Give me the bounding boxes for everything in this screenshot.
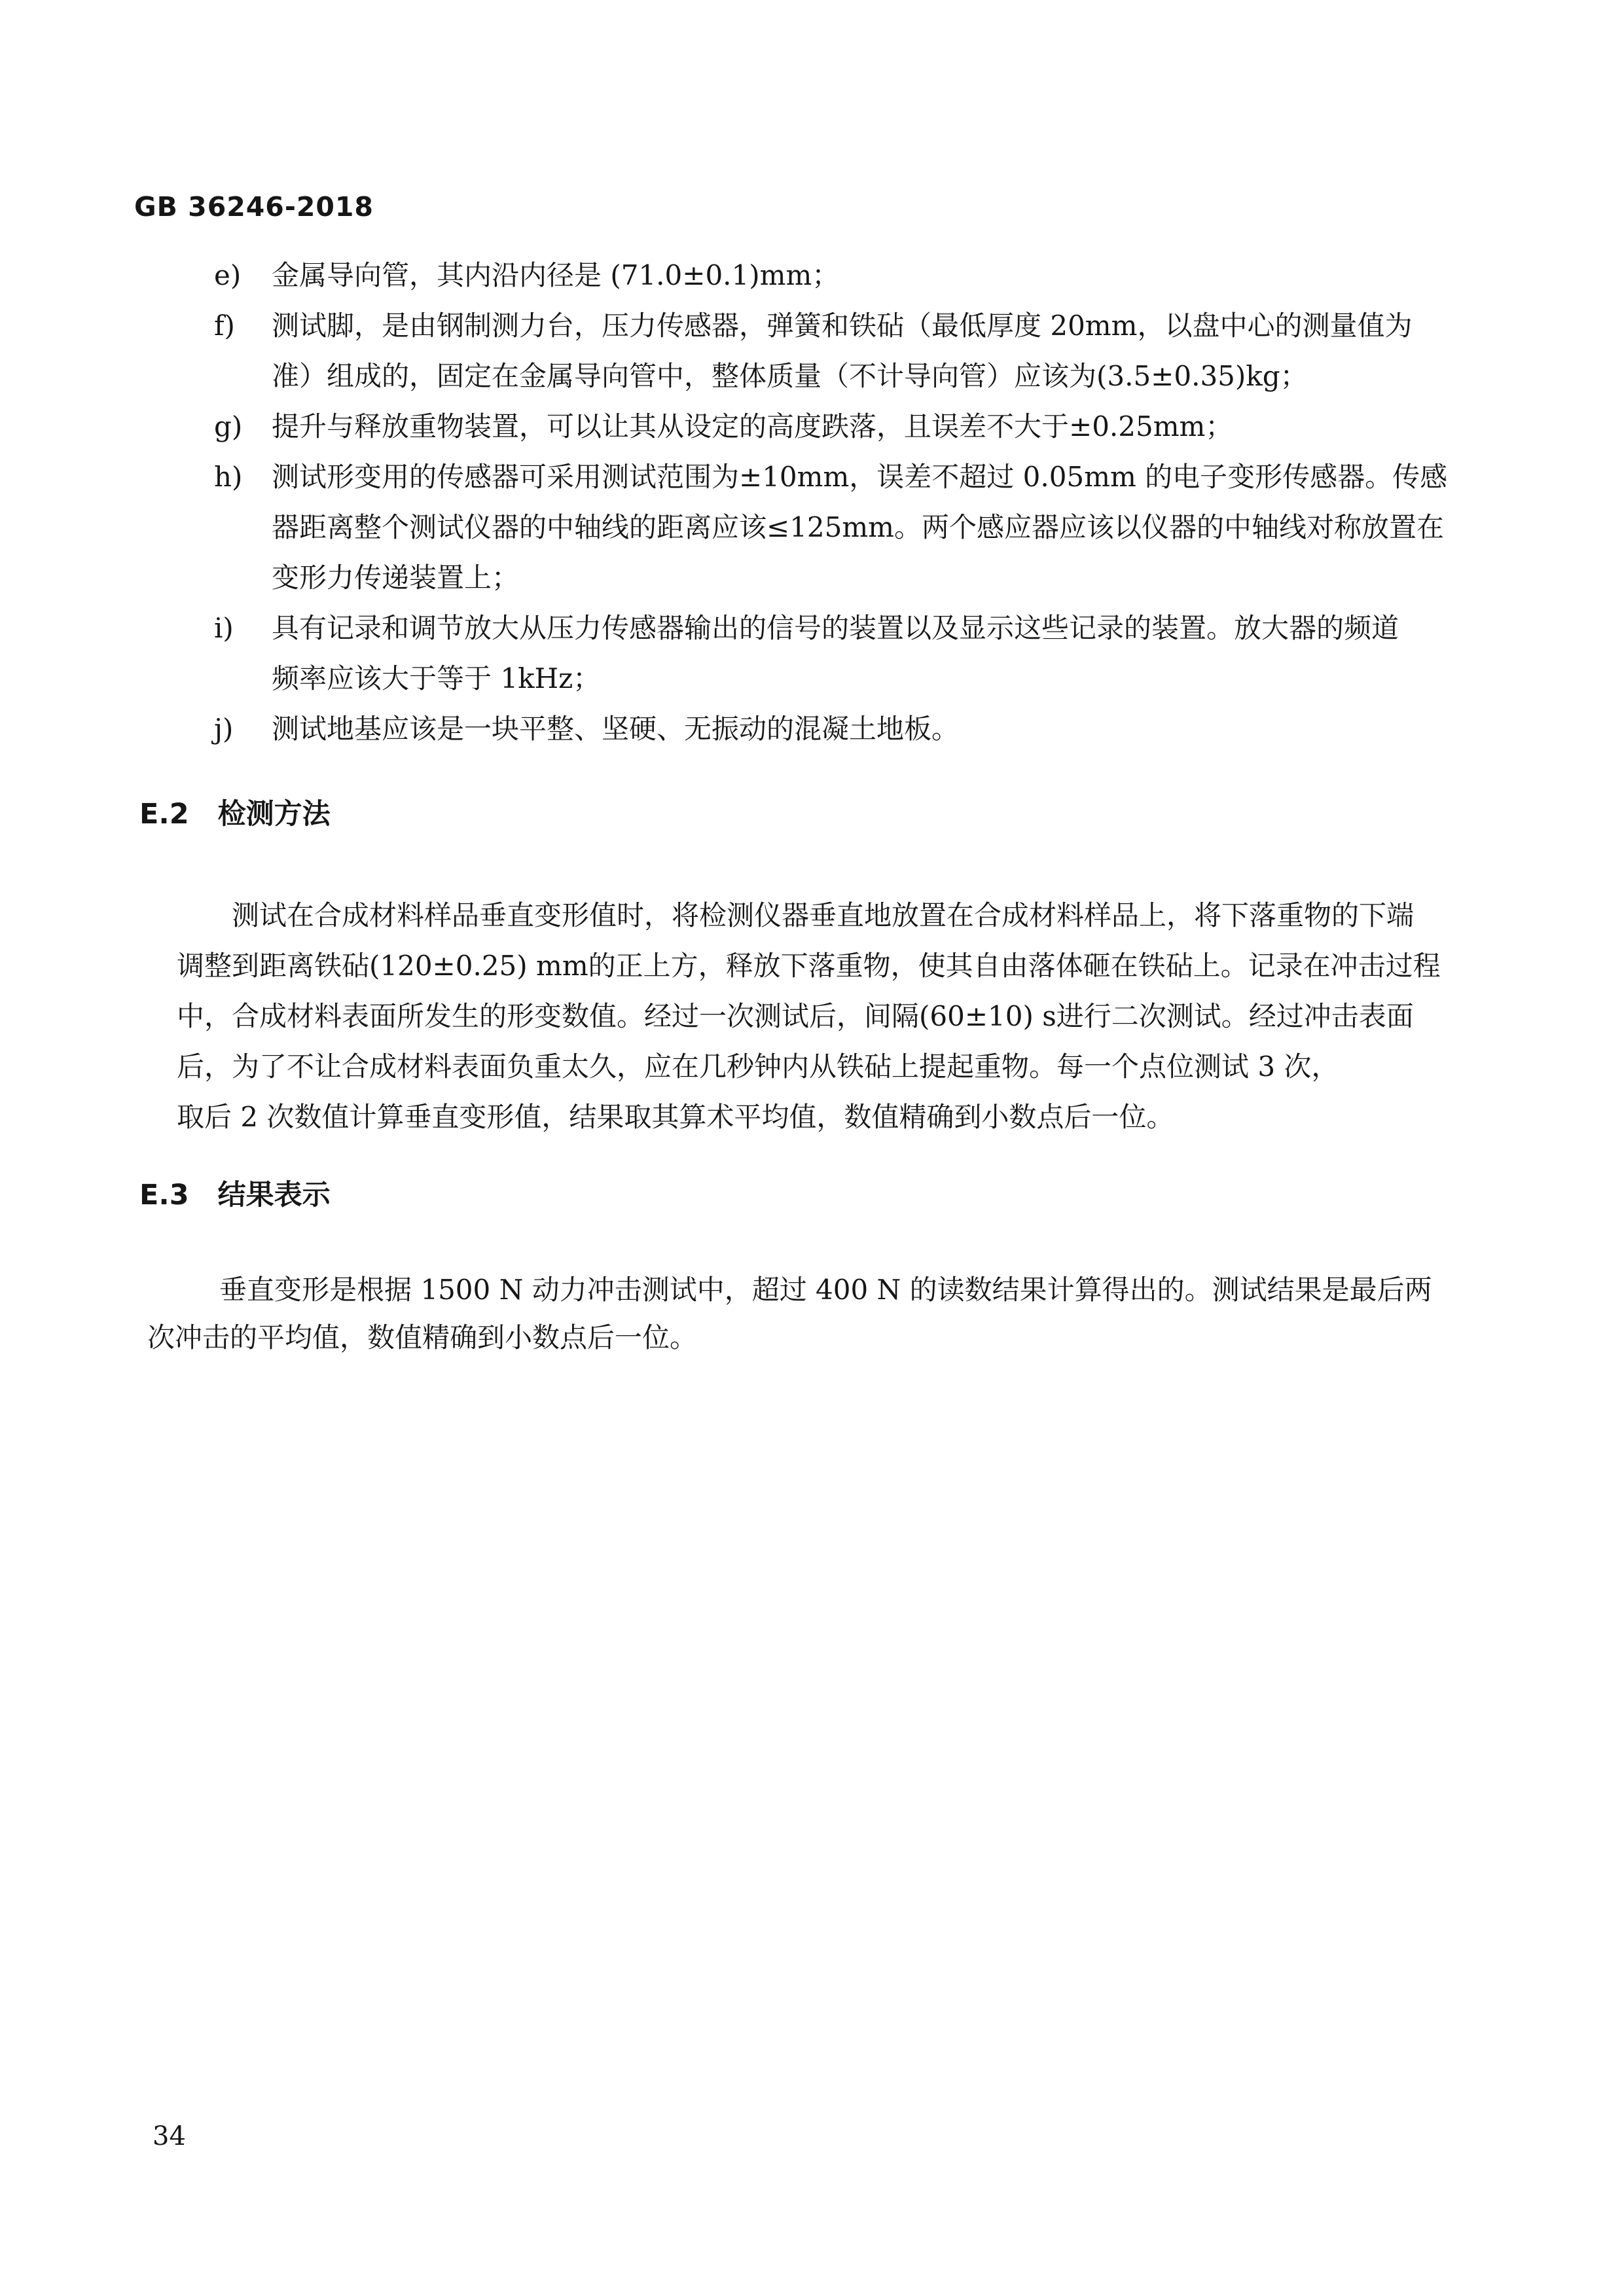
text-line: 准）组成的，固定在金属导向管中，整体质量（不计导向管）应该为(3.5±0.35)kg；: [272, 360, 1308, 392]
paragraph-line: 测试在合成材料样品垂直变形值时，将检测仪器垂直地放置在合成材料样品上，将下落重物的下端: [232, 899, 1415, 931]
list-item-g: [214, 401, 1523, 452]
text-line: 提升与释放重物装置，可以让其从设定的高度跌落，且误差不大于±0.25mm；: [272, 410, 1233, 442]
section-heading-e3: [139, 1181, 331, 1210]
list-item-i-text: [272, 603, 1523, 704]
list-item-e: [214, 250, 1523, 300]
section-e3-paragraph: [147, 1266, 1432, 1361]
list-item-i: [214, 603, 1523, 704]
section-title: 检测方法: [217, 798, 331, 831]
list-item-i-label: i): [214, 612, 234, 644]
text-line: 测试地基应该是一块平整、坚硬、无振动的混凝土地板。: [272, 713, 960, 745]
list-item-j: [214, 704, 1523, 754]
text-line: 测试形变用的传感器可采用测试范围为±10mm，误差不超过 0.05mm 的电子变形传感器。传感: [272, 461, 1448, 493]
text-line: 具有记录和调节放大从压力传感器输出的信号的装置以及显示这些记录的装置。放大器的频道: [272, 612, 1399, 644]
list-item-f-label: f): [214, 310, 235, 342]
list-item-h-label: h): [214, 461, 243, 493]
paragraph-line: 取后 2 次数值计算垂直变形值，结果取其算术平均值，数值精确到小数点后一位。: [177, 1101, 1174, 1133]
section-number: E.2: [139, 798, 189, 831]
paragraph-line: 次冲击的平均值，数值精确到小数点后一位。: [147, 1321, 698, 1354]
text-line: 频率应该大于等于 1kHz；: [272, 662, 601, 694]
list-item-f: [214, 300, 1523, 401]
text-line: 金属导向管，其内沿内径是 (71.0±0.1)mm；: [272, 259, 840, 291]
section-title: 结果表示: [217, 1179, 331, 1211]
list-item-j-text: [272, 704, 1523, 754]
list-item-f-text: [272, 300, 1523, 401]
list-item-h: [214, 452, 1523, 603]
list-item-e-text: [272, 250, 1523, 300]
paragraph-line: 后，为了不让合成材料表面负重太久，应在几秒钟内从铁砧上提起重物。每一个点位测试 3 次，: [177, 1050, 1339, 1083]
list-item-g-text: [272, 401, 1523, 452]
list-item-h-text: [272, 452, 1523, 603]
list-item-j-label: j): [214, 713, 234, 745]
standard-number: GB 36246-2018: [134, 191, 374, 223]
paragraph-line: 垂直变形是根据 1500 N 动力冲击测试中，超过 400 N 的读数结果计算得出的。测试结果是最后两: [219, 1274, 1432, 1306]
section-number: E.3: [139, 1179, 189, 1211]
paragraph-line: 中，合成材料表面所发生的形变数值。经过一次测试后，间隔(60±10) s进行二次测试。经过冲击表面: [177, 1000, 1414, 1032]
page-number: 34: [153, 2121, 186, 2151]
list-item-e-label: e): [214, 259, 242, 291]
text-line: 测试脚，是由钢制测力台，压力传感器，弹簧和铁砧（最低厚度 20mm，以盘中心的测量值为: [272, 310, 1413, 342]
text-line: 变形力传递装置上；: [272, 562, 520, 594]
section-e2-paragraph: [177, 890, 1441, 1142]
clause-list: [214, 250, 1523, 754]
section-heading-e2: [139, 800, 331, 829]
list-item-g-label: g): [214, 410, 243, 442]
text-line: 器距离整个测试仪器的中轴线的距离应该≤125mm。两个感应器应该以仪器的中轴线对称放置在: [272, 511, 1445, 543]
paragraph-line: 调整到距离铁砧(120±0.25) mm的正上方，释放下落重物，使其自由落体砸在铁砧上。记录在冲击过程: [177, 950, 1441, 982]
